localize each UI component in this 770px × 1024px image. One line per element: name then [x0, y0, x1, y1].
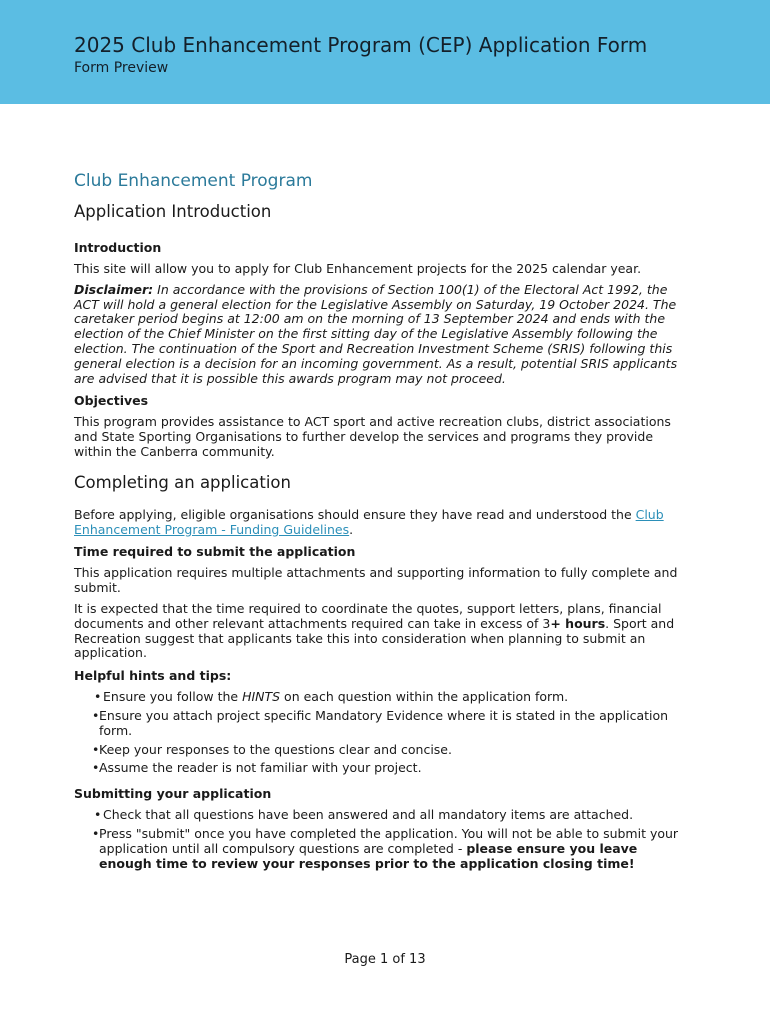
form-title: 2025 Club Enhancement Program (CEP) Application Form: [74, 33, 648, 57]
disclaimer-text: [74, 283, 684, 387]
time-text-after: . Sport and Recreation suggest that applicants take this into consideration when planning to submit an application.: [74, 615, 675, 661]
time-text-bold: + hours: [550, 615, 606, 631]
disclaimer-body: In accordance with the provisions of Section 100(1) of the Electoral Act 1992, the ACT will hold a general election for the Legislative Assembly on Saturday, 19 October 2024. The caretaker period begins at 12:00 am on the morning of 13 September 2024 and ends with the election of the Chief Minister on the first sitting day of the Legislative Assembly following the election. The continuation of the Sport and Recreation Investment Scheme (SRIS) following this general election is a decision for an incoming government. As a result, potential SRIS applicants are advised that it is possible this awards program may not proceed.: [74, 281, 678, 386]
submit-item: [74, 827, 684, 871]
introduction-text: This site will allow you to apply for Club Enhancement projects for the 2025 calendar year.: [74, 261, 642, 276]
introduction-heading: Introduction: [74, 240, 162, 255]
hint-item: • Keep your responses to the questions clear and concise.: [74, 743, 684, 758]
form-content: [74, 170, 684, 875]
header-banner: [0, 0, 770, 104]
hint-1-before: Ensure you follow the: [103, 689, 243, 705]
page-number: Page 1 of 13: [344, 952, 426, 967]
time-text-before: It is expected that the time required to coordinate the quotes, support letters, plans, financial documents and other relevant attachments required can take in excess of 3: [74, 600, 662, 631]
objectives-text: This program provides assistance to ACT sport and active recreation clubs, district associations and State Sporting Organisations to further develop the services and programs they provide within the Canberra community.: [74, 414, 671, 459]
time-required-text-2: [74, 602, 684, 661]
hint-item: • Assume the reader is not familiar with your project.: [74, 761, 684, 776]
submitting-list: [74, 808, 684, 871]
completing-heading: Completing an application: [74, 472, 291, 492]
hint-1-after: on each question within the application form.: [280, 689, 569, 705]
submit-item: • Check that all questions have been answered and all mandatory items are attached.: [74, 808, 684, 823]
completing-text: [74, 508, 684, 538]
completing-text-after: .: [349, 521, 354, 537]
time-required-text-1: This application requires multiple attachments and supporting information to fully complete and submit.: [74, 565, 678, 596]
disclaimer-label: Disclaimer:: [74, 281, 154, 297]
funding-guidelines-link[interactable]: Club Enhancement Program - Funding Guidelines: [74, 506, 664, 537]
submit-2-bold: please ensure you leave enough time to review your responses prior to the application closing time!: [99, 840, 638, 871]
hint-item: • Ensure you attach project specific Mandatory Evidence where it is stated in the application form.: [74, 709, 684, 739]
objectives-heading: Objectives: [74, 393, 149, 409]
time-required-heading: Time required to submit the application: [74, 544, 356, 560]
hint-1-italic: HINTS: [242, 689, 281, 705]
section-title: Club Enhancement Program: [74, 171, 313, 191]
section-subtitle: Application Introduction: [74, 202, 272, 221]
hint-item: [74, 690, 684, 705]
hints-list: [74, 690, 684, 776]
form-subtitle: Form Preview: [74, 60, 169, 76]
submitting-heading: Submitting your application: [74, 786, 272, 802]
hints-heading: Helpful hints and tips:: [74, 668, 232, 684]
submit-2-before: Press "submit" once you have completed the application. You will not be able to submit your application until all compulsory questions are completed -: [99, 825, 679, 856]
completing-text-before: Before applying, eligible organisations should ensure they have read and understood the: [74, 506, 636, 522]
